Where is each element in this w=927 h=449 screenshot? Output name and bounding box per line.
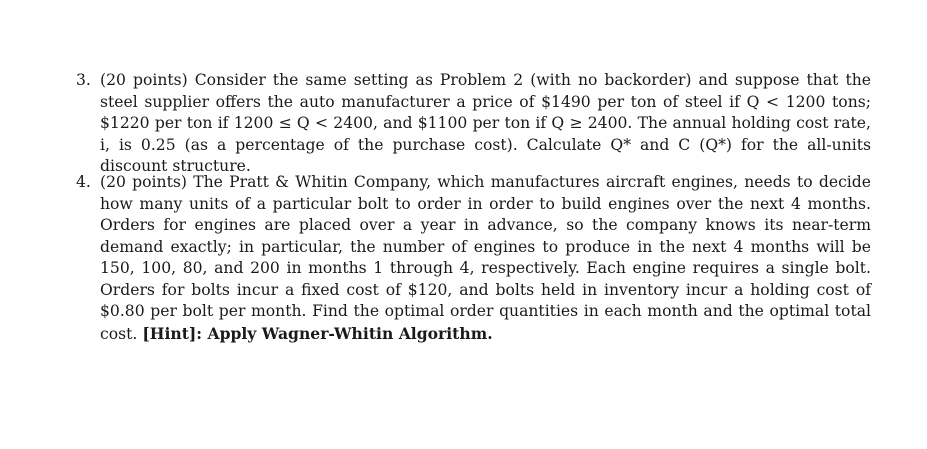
problem-4-text: (20 points) The Pratt & Whitin Company, which manufactures aircraft engines, needs to decide how many units of a particular bolt to order in order to build engines over the next 4 months. Orders for engines are placed over a year in advance, so the company knows its near-term demand exactly; in particular, the number of engines to produce in the next 4 months will be 150, 100, 80, and 200 in months 1 through 4, respectively. Each engine requires a single bolt. Orders for bolts incur a fixed cost of $120, and bolts held in inventory incur a holding cost of $0.80 per bolt per month. Find the optimal order quantities in each month and the optimal total cost. — [100, 173, 871, 343]
problem-4-hint: [Hint]: Apply Wagner-Whitin Algorithm. — [142, 323, 493, 343]
problem-3-row — [76, 70, 871, 178]
problem-3-text: (20 points) Consider the same setting as Problem 2 (with no backorder) and suppose that the steel supplier offers the auto manufacturer a price of $1490 per ton of steel if Q < 1200 tons; $1220 per ton if 1200 ≤ Q < 2400, and $1100 per ton if Q ≥ 2400. The annual holding cost rate, i, is 0.25 (as a percentage of the purchase cost). Calculate Q* and C (Q*) for the all-units discount structure. — [100, 71, 871, 175]
problem-3 — [76, 70, 871, 178]
problem-4 — [76, 172, 871, 345]
problem-4-row — [76, 172, 871, 345]
problem-3-number: 3. — [76, 71, 91, 89]
problem-4-body — [100, 172, 871, 345]
problem-4-number: 4. — [76, 173, 91, 191]
